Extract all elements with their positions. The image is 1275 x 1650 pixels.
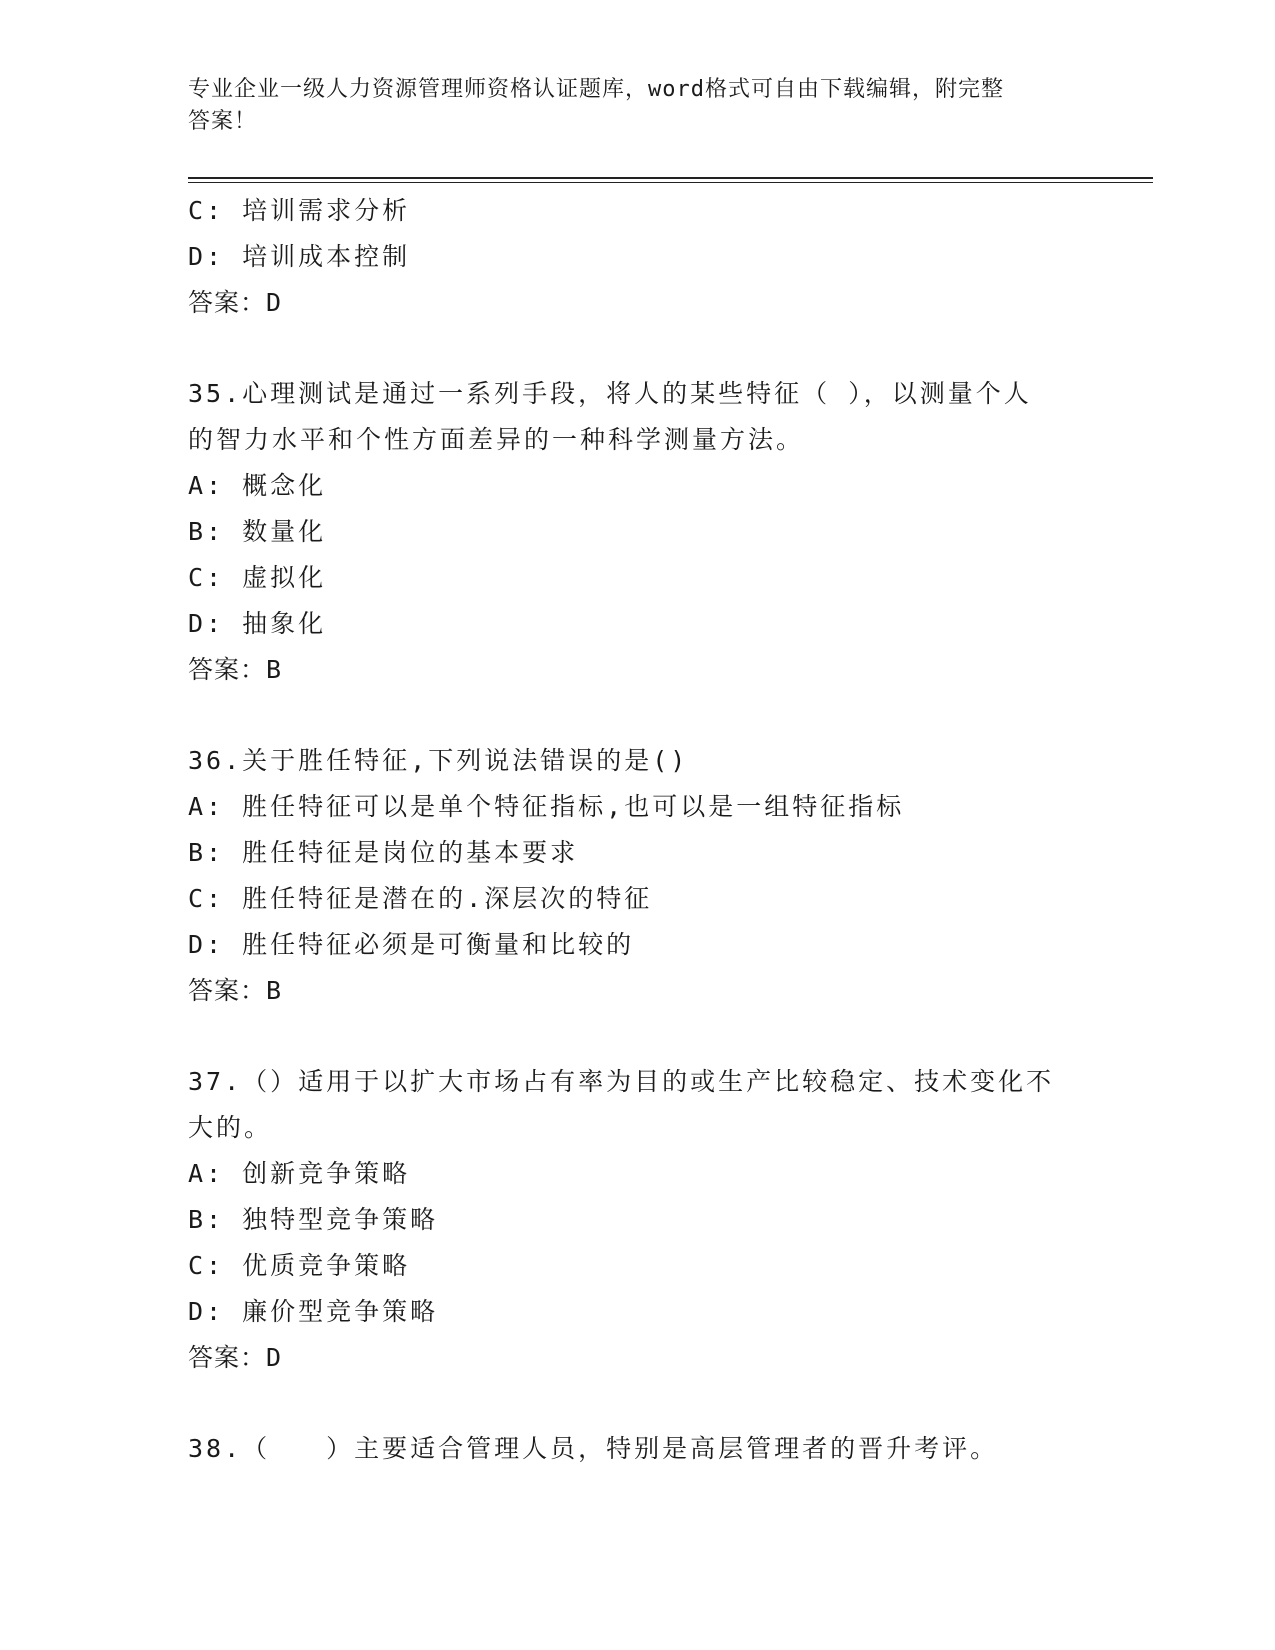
question-37 [188,1059,1088,1381]
spacer [188,1014,1088,1059]
question-stem: 35.心理测试是通过一系列手段，将人的某些特征（ ），以测量个人 [188,379,1032,408]
header-line-1: 专业企业一级人力资源管理师资格认证题库，word格式可自由下载编辑，附完整 [188,77,1004,102]
option-b: B: 数量化 [188,517,327,546]
option-c: C: 优质竞争策略 [188,1251,411,1280]
header-divider-thick [188,177,1153,179]
question-36 [188,738,1088,1014]
question-stem: 37.（）适用于以扩大市场占有率为目的或生产比较稳定、技术变化不 [188,1067,1055,1096]
answer-line: 答案：D [188,1343,283,1372]
option-b: B: 独特型竞争策略 [188,1205,439,1234]
option-b: B: 胜任特征是岗位的基本要求 [188,838,579,867]
question-38 [188,1426,1088,1472]
spacer [188,693,1088,738]
spacer [188,326,1088,371]
answer-line: 答案：D [188,288,283,317]
spacer [188,1381,1088,1426]
option-a: A: 创新竞争策略 [188,1159,411,1188]
question-stem-continued: 大的。 [188,1113,273,1142]
page-header [188,74,1068,138]
option-d: D: 抽象化 [188,609,327,638]
option-d: D: 胜任特征必须是可衡量和比较的 [188,930,635,959]
question-list [188,188,1088,1472]
option-c: C: 胜任特征是潜在的.深层次的特征 [188,884,653,913]
header-divider-thin [188,182,1153,183]
option-d: D: 培训成本控制 [188,242,411,271]
header-line-2: 答案！ [188,109,258,134]
question-stem-continued: 的智力水平和个性方面差异的一种科学测量方法。 [188,425,805,454]
question-stem: 38.（ ）主要适合管理人员，特别是高层管理者的晋升考评。 [188,1434,999,1463]
question-35 [188,371,1088,693]
answer-line: 答案：B [188,655,283,684]
option-a: A: 胜任特征可以是单个特征指标,也可以是一组特征指标 [188,792,905,821]
option-d: D: 廉价型竞争策略 [188,1297,439,1326]
option-c: C: 培训需求分析 [188,196,411,225]
answer-line: 答案：B [188,976,283,1005]
option-c: C: 虚拟化 [188,563,327,592]
option-a: A: 概念化 [188,471,327,500]
question-34 [188,188,1088,326]
question-stem: 36.关于胜任特征,下列说法错误的是() [188,746,689,775]
